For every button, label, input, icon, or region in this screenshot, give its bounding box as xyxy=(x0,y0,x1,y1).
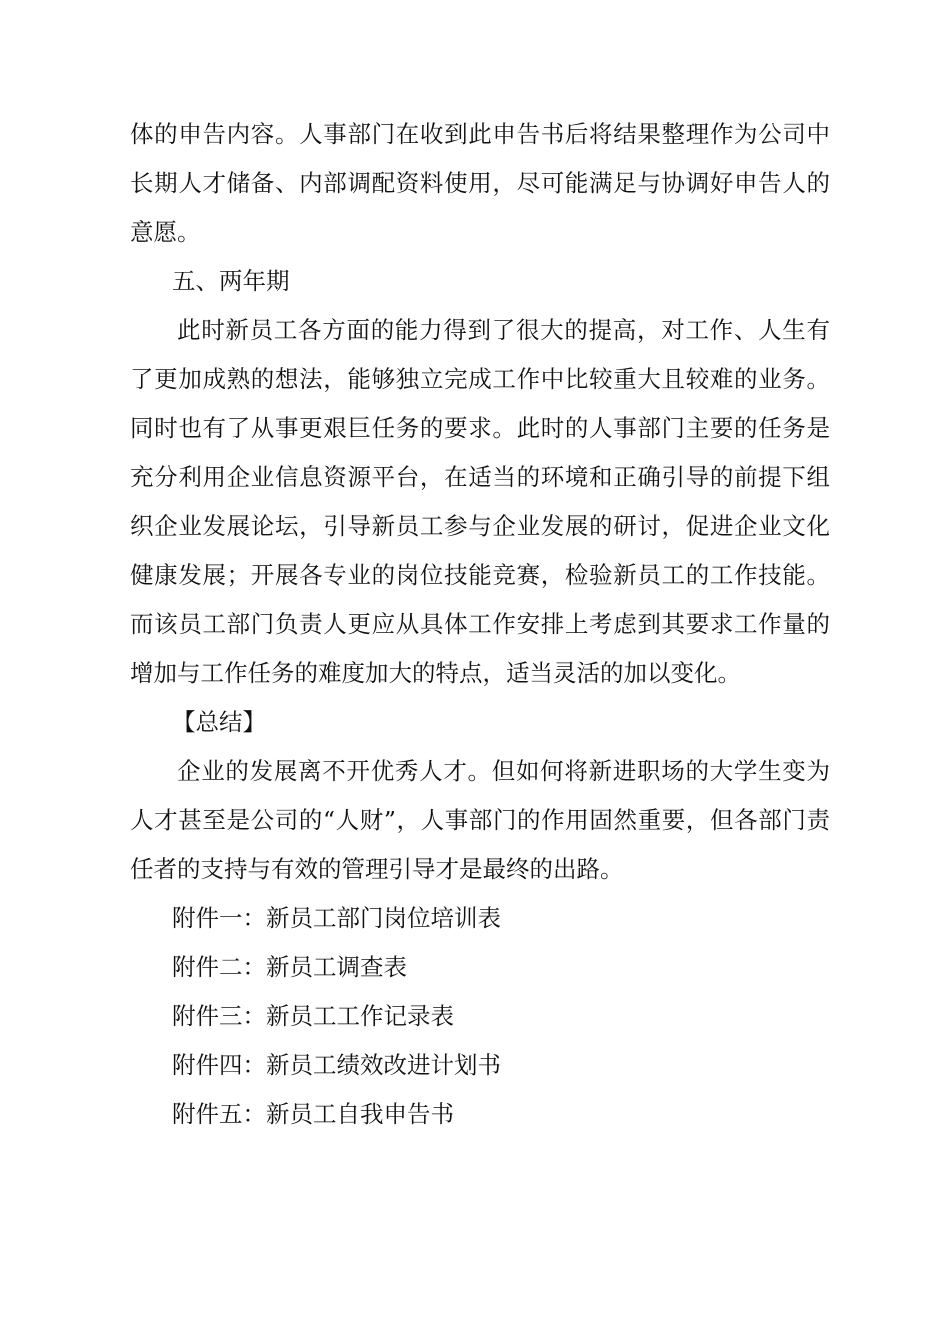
section-heading-two-year: 五、两年期 xyxy=(172,267,290,295)
summary-paragraph: 企业的发展离不开优秀人才。但如何将新进职场的大学生变为人才甚至是公司的“人财”，人事部门的作用固然重要，但各部门责任者的支持与有效的管理引导才是最终的出路。 xyxy=(130,757,830,883)
attachment-item: 附件三：新员工工作记录表 xyxy=(172,1002,454,1030)
attachment-item: 附件一：新员工部门岗位培训表 xyxy=(172,904,501,932)
attachment-item: 附件五：新员工自我申告书 xyxy=(172,1100,454,1128)
continuation-paragraph: 体的申告内容。人事部门在收到此申告书后将结果整理作为公司中长期人才储备、内部调配资料使用，尽可能满足与协调好申告人的意愿。 xyxy=(130,120,830,246)
summary-heading: 【总结】 xyxy=(172,708,266,736)
attachment-item: 附件二：新员工调查表 xyxy=(172,953,407,981)
attachment-item: 附件四：新员工绩效改进计划书 xyxy=(172,1051,501,1079)
document-body xyxy=(130,110,830,1139)
section-paragraph: 此时新员工各方面的能力得到了很大的提高，对工作、人生有了更加成熟的想法，能够独立完成工作中比较重大且较难的业务。同时也有了从事更艰巨任务的要求。此时的人事部门主要的任务是充分利用企业信息资源平台，在适当的环境和正确引导的前提下组织企业发展论坛，引导新员工参与企业发展的研讨，促进企业文化健康发展；开展各专业的岗位技能竞赛，检验新员工的工作技能。而该员工部门负责人更应从具体工作安排上考虑到其要求工作量的增加与工作任务的难度加大的特点，适当灵活的加以变化。 xyxy=(130,316,830,687)
